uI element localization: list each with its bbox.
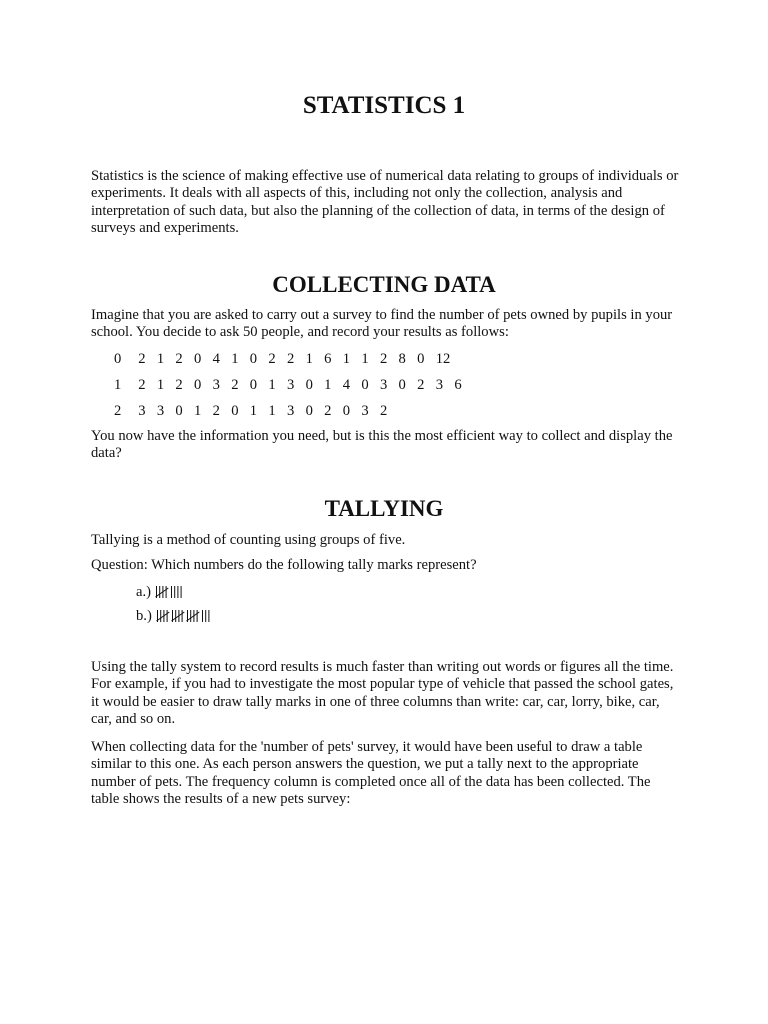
survey-data-row: 1 2 1 2 0 3 2 0 1 3 0 1 4 0 3 0 2 3 6: [114, 377, 462, 393]
tally-label: b.): [136, 607, 152, 624]
tallying-heading: TALLYING: [324, 496, 444, 521]
tally-definition: Tallying is a method of counting using groups of five.: [91, 532, 406, 548]
page-title: STATISTICS 1: [302, 92, 466, 119]
tally-svg: [156, 609, 213, 623]
info-paragraph: You now have the information you need, but is this the most efficient way to collect and display the data?: [91, 428, 673, 462]
tally-label: a.): [136, 583, 151, 600]
survey-data-row: 0 2 1 2 0 4 1 0 2 2 1 6 1 1 2 8 0 12: [114, 351, 451, 367]
intro-paragraph: Statistics is the science of making effective use of numerical data relating to groups of individuals or experiments. It deals with all aspects of this, including not only the collection, analysis and interpretation of such data, but also the planning of the collection of data, in terms of the design of surveys and experiments.: [91, 168, 679, 236]
tally-svg: [155, 585, 185, 599]
collecting-data-heading: COLLECTING DATA: [272, 272, 496, 297]
tally-marks-icon: [156, 609, 213, 623]
survey-data-row: 2 3 3 0 1 2 0 1 1 3 0 2 0 3 2: [114, 403, 388, 419]
tally-question: Question: Which numbers do the following tally marks represent?: [91, 557, 477, 573]
tally-item-b: [136, 607, 212, 625]
pets-table-paragraph: When collecting data for the 'number of pets' survey, it would have been useful to draw a table similar to this one. As each person answers the question, we put a tally next to the appropriate number of pets. The frequency column is completed once all of the data has been collected. The table shows the results of a new pets survey:: [91, 739, 651, 807]
using-tally-paragraph: Using the tally system to record results is much faster than writing out words or figures all the time. For example, if you had to investigate the most popular type of vehicle that passed the school gates, it would be easier to draw tally marks in one of three columns than write: car, car, lorry, bike, car, car, and so on.: [91, 659, 674, 727]
tally-marks-icon: [155, 585, 185, 599]
tally-item-a: [136, 583, 185, 601]
collecting-paragraph: Imagine that you are asked to carry out a survey to find the number of pets owned by pupils in your school. You decide to ask 50 people, and record your results as follows:: [91, 307, 673, 341]
